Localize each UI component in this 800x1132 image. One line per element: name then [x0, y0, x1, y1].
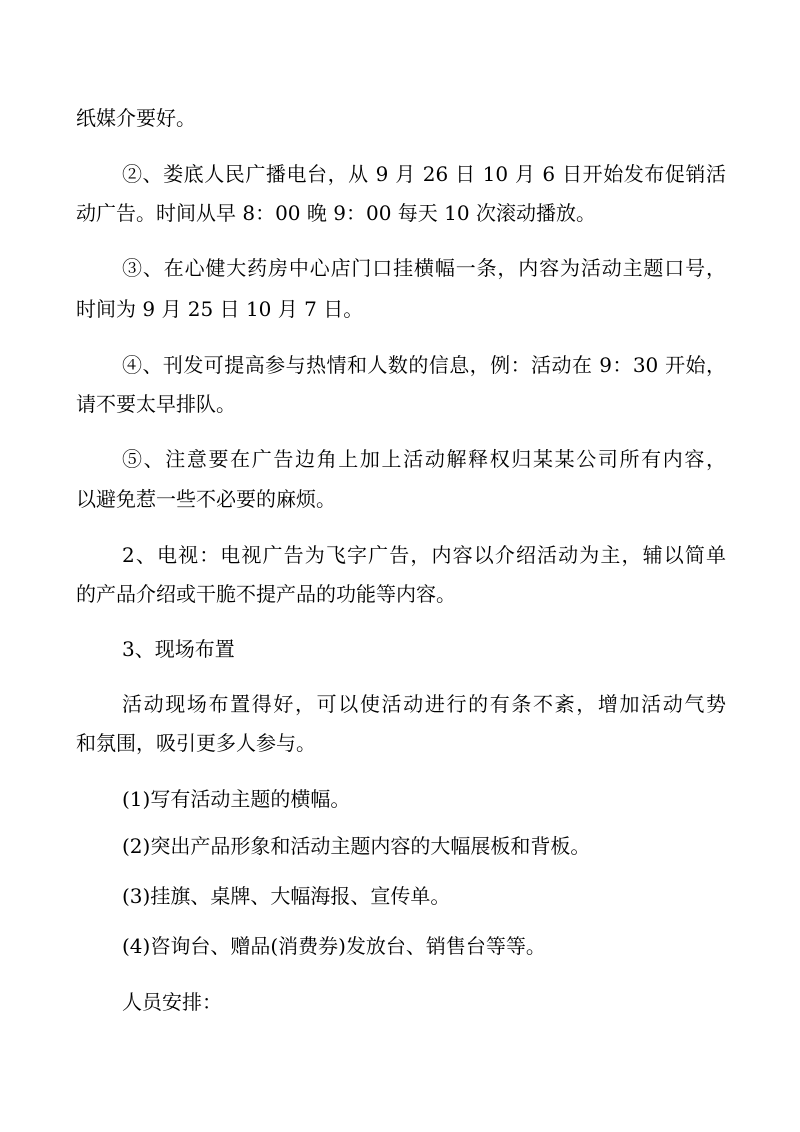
paragraph-line: ③、在心健大药房中心店门口挂横幅一条，内容为活动主题口号， — [122, 256, 726, 280]
list-item: (1)写有活动主题的横幅。 — [122, 787, 351, 811]
paragraph-line: 动广告。时间从早 8：00 晚 9：00 每天 10 次滚动播放。 — [76, 201, 596, 225]
list-item: (4)咨询台、赠品(消费券)发放台、销售台等等。 — [122, 934, 546, 958]
paragraph-line: 的产品介绍或干脆不提产品的功能等内容。 — [76, 582, 456, 606]
paragraph-line: ②、娄底人民广播电台，从 9 月 26 日 10 月 6 日开始发布促销活 — [122, 162, 726, 186]
list-item: (3)挂旗、桌牌、大幅海报、宣传单。 — [122, 884, 451, 908]
paragraph-line: 请不要太早排队。 — [76, 392, 236, 416]
paragraph-line: ⑤、注意要在广告边角上加上活动解释权归某某公司所有内容， — [122, 447, 726, 471]
paragraph-line: 和氛围，吸引更多人参与。 — [76, 731, 316, 755]
paragraph-line: 活动现场布置得好，可以使活动进行的有条不紊，增加活动气势 — [122, 692, 726, 716]
paragraph-line: 以避免惹一些不必要的麻烦。 — [76, 487, 336, 511]
paragraph-line: 时间为 9 月 25 日 10 月 7 日。 — [76, 297, 364, 321]
list-item: (2)突出产品形象和活动主题内容的大幅展板和背板。 — [122, 834, 591, 858]
paragraph-line: 2、电视：电视广告为飞字广告，内容以介绍活动为主，辅以简单 — [122, 543, 726, 567]
paragraph-line: 纸媒介要好。 — [76, 106, 196, 130]
paragraph-line: ④、刊发可提高参与热情和人数的信息，例：活动在 9：30 开始， — [122, 353, 726, 377]
section-heading: 3、现场布置 — [122, 637, 235, 661]
section-heading: 人员安排： — [122, 990, 222, 1014]
